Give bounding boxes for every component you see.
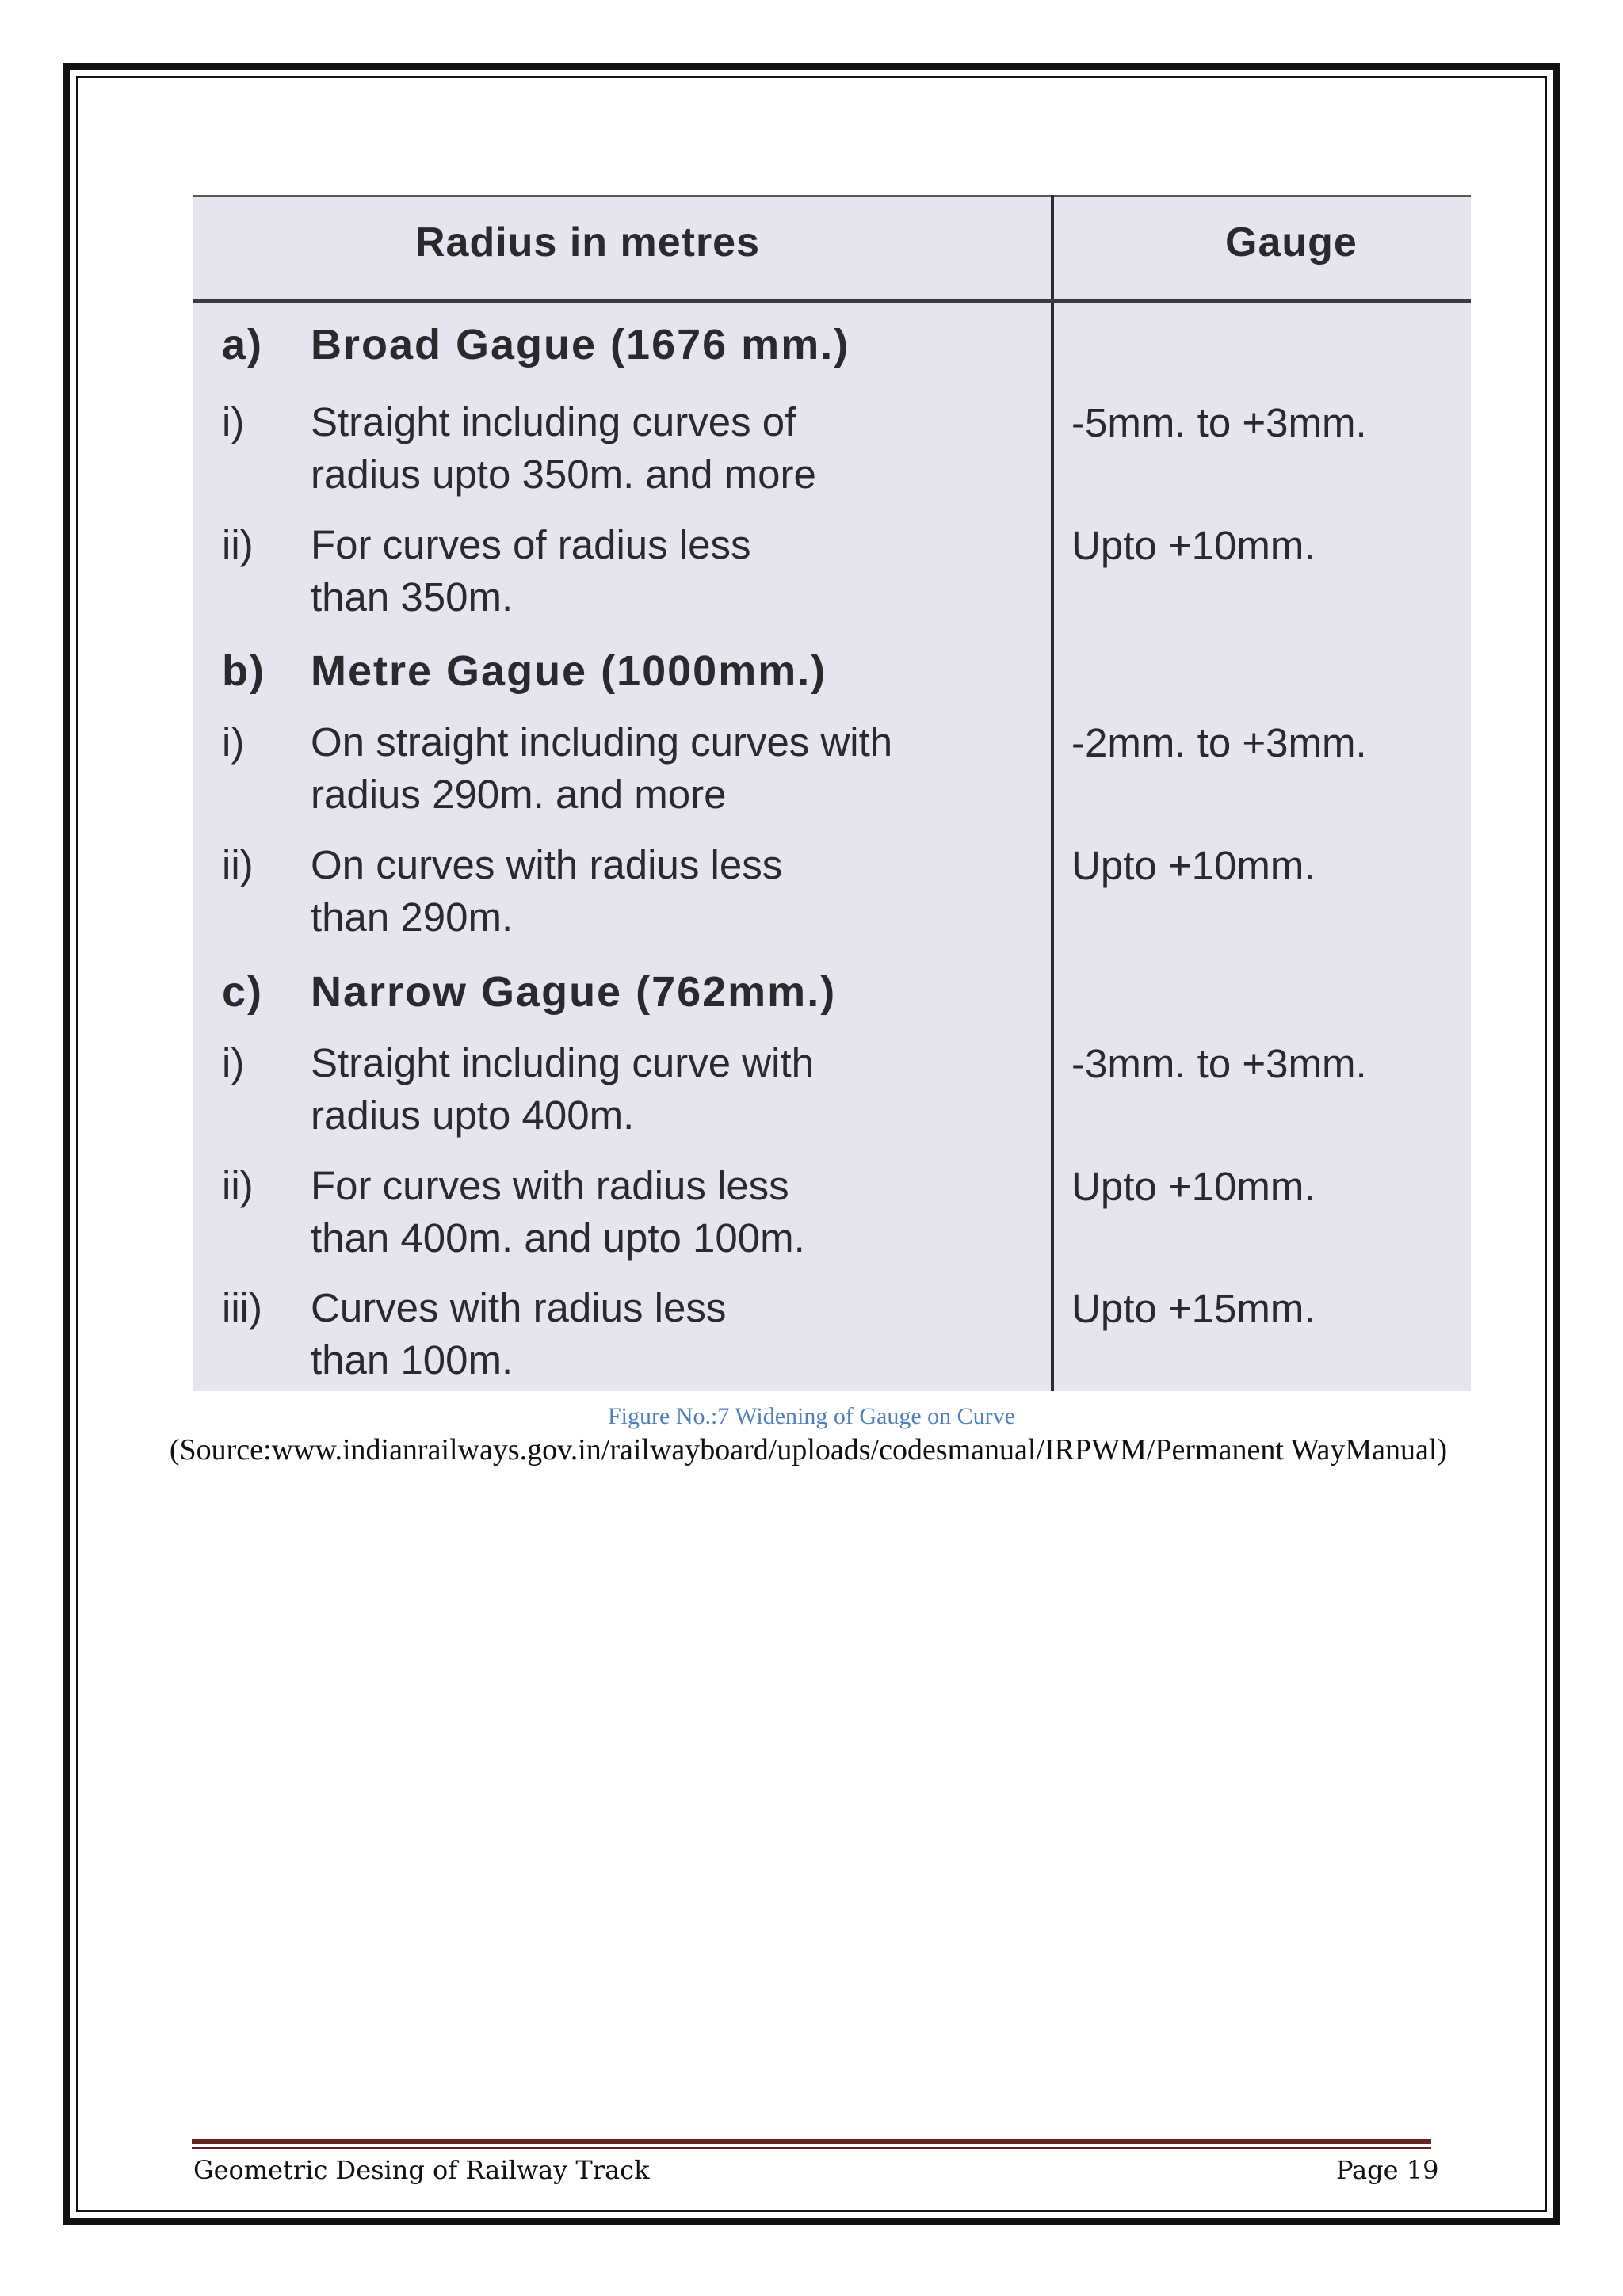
section-title: Narrow Gague (762mm.) bbox=[311, 968, 837, 1016]
row-line-2: than 350m. bbox=[311, 574, 514, 620]
row-line-2: radius 290m. and more bbox=[311, 772, 727, 817]
footer-rule-thin bbox=[192, 2147, 1431, 2149]
figure-caption: Figure No.:7 Widening of Gauge on Curve bbox=[608, 1403, 1015, 1429]
row-description bbox=[311, 1160, 1064, 1264]
footer-rule-thick bbox=[192, 2139, 1431, 2144]
header-gauge: Gauge bbox=[1225, 219, 1358, 265]
row-gauge: Upto +10mm. bbox=[1071, 843, 1316, 888]
row-number: ii) bbox=[222, 522, 254, 567]
section-narrow-gauge bbox=[222, 967, 836, 1016]
section-title: Metre Gague (1000mm.) bbox=[311, 647, 827, 695]
section-label: a) bbox=[222, 321, 264, 368]
footer-document-title: Geometric Desing of Railway Track bbox=[193, 2155, 650, 2185]
row-gauge: Upto +10mm. bbox=[1071, 1164, 1316, 1209]
row-number: iii) bbox=[222, 1285, 262, 1330]
gauge-widening-table-image bbox=[193, 195, 1471, 1391]
row-line-1: On curves with radius less bbox=[311, 842, 783, 887]
row-description bbox=[311, 519, 1064, 624]
row-number: ii) bbox=[222, 1163, 254, 1208]
row-line-2: radius upto 400m. bbox=[311, 1093, 635, 1138]
section-broad-gauge bbox=[222, 320, 850, 369]
table-top-rule bbox=[193, 195, 1471, 197]
row-line-1: For curves with radius less bbox=[311, 1163, 789, 1208]
row-description bbox=[311, 1037, 1064, 1142]
row-line-1: Curves with radius less bbox=[311, 1285, 727, 1330]
row-gauge: Upto +10mm. bbox=[1071, 523, 1316, 568]
row-line-1: For curves of radius less bbox=[311, 522, 751, 567]
footer-page-number: Page 19 bbox=[1336, 2155, 1439, 2185]
row-line-2: than 100m. bbox=[311, 1337, 514, 1383]
row-line-1: On straight including curves with bbox=[311, 719, 893, 765]
figure-source: (Source:www.indianrailways.gov.in/railwayboard/uploads/codesmanual/IRPWM/Permanent WayManual) bbox=[169, 1433, 1448, 1466]
row-description bbox=[311, 839, 1064, 944]
row-line-2: radius upto 350m. and more bbox=[311, 452, 816, 497]
row-description bbox=[311, 1282, 1064, 1386]
row-number: i) bbox=[222, 399, 245, 444]
row-line-2: than 400m. and upto 100m. bbox=[311, 1215, 805, 1261]
row-line-2: than 290m. bbox=[311, 894, 514, 940]
row-line-1: Straight including curves of bbox=[311, 399, 796, 444]
row-number: ii) bbox=[222, 842, 254, 887]
row-number: i) bbox=[222, 1040, 245, 1085]
header-radius: Radius in metres bbox=[415, 219, 761, 265]
row-gauge: -3mm. to +3mm. bbox=[1071, 1041, 1367, 1086]
row-description bbox=[311, 716, 1064, 821]
row-description bbox=[311, 396, 1064, 501]
row-gauge: -2mm. to +3mm. bbox=[1071, 720, 1367, 765]
section-label: b) bbox=[222, 647, 265, 695]
table-header-rule bbox=[193, 299, 1471, 303]
section-metre-gauge bbox=[222, 646, 827, 696]
section-label: c) bbox=[222, 968, 264, 1016]
section-title: Broad Gague (1676 mm.) bbox=[311, 321, 850, 368]
row-number: i) bbox=[222, 719, 245, 765]
row-gauge: -5mm. to +3mm. bbox=[1071, 400, 1367, 445]
row-gauge: Upto +15mm. bbox=[1071, 1286, 1316, 1331]
row-line-1: Straight including curve with bbox=[311, 1040, 814, 1085]
